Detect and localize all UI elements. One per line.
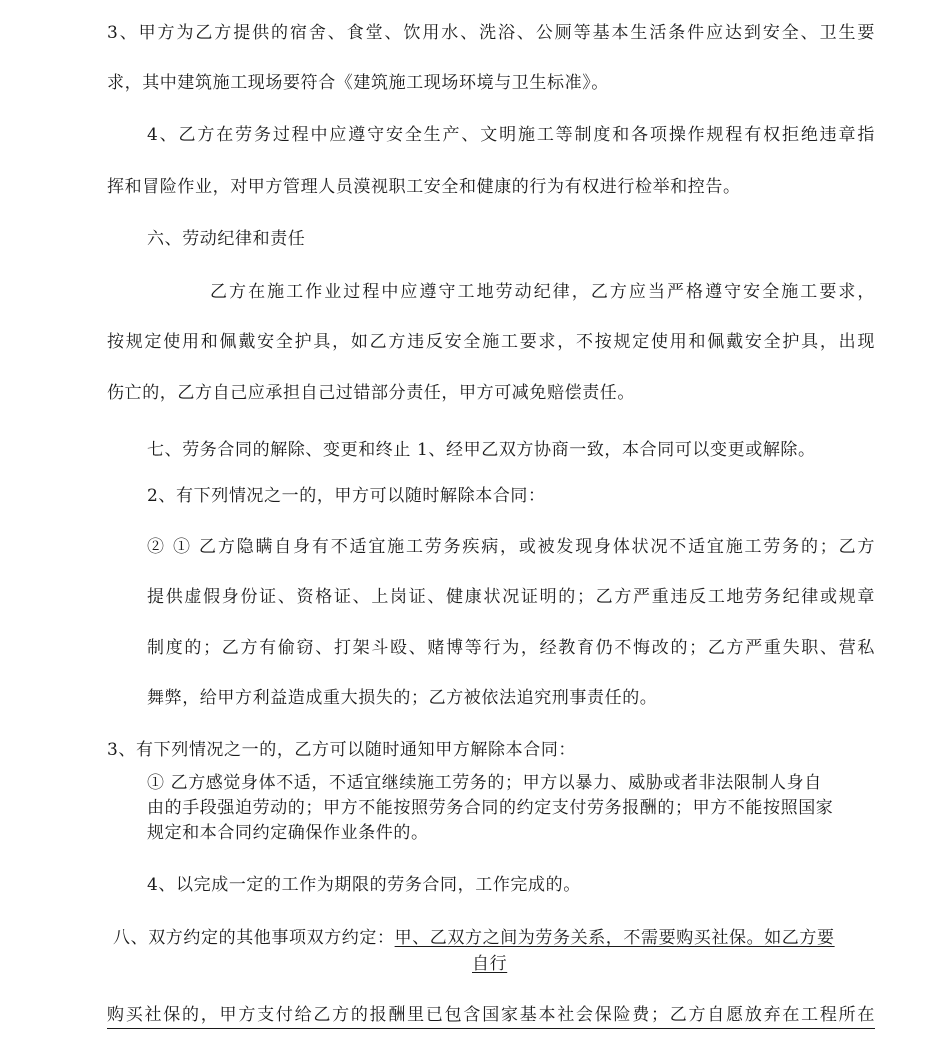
section-6-line-2: 按规定使用和佩戴安全护具，如乙方违反安全施工要求，不按规定使用和佩戴安全护具，出现 [107,332,875,352]
section-8-line-3: 购买社保的，甲方支付给乙方的报酬里已包含国家基本社会保险费；乙方自愿放弃在工程所在 [107,1005,875,1025]
paragraph-3-line-2: 求，其中建筑施工现场要符合《建筑施工现场环境与卫生标准》。 [107,73,609,93]
section-6-line-3: 伤亡的，乙方自己应承担自己过错部分责任，甲方可减免赔偿责任。 [107,383,635,403]
section-8-underlined-text: 甲、乙双方之间为劳务关系，不需要购买社保。如乙方要 [394,928,835,948]
section-7-item-2: 2、有下列情况之一的，甲方可以随时解除本合同： [147,486,546,506]
section-7-heading-line: 七、劳务合同的解除、变更和终止 1、经甲乙双方协商一致，本合同可以变更或解除。 [147,440,816,460]
section-7-item-2-detail-line-1: ② ① 乙方隐瞒自身有不适宜施工劳务疾病，或被发现身体状况不适宜施工劳务的；乙方 [147,537,875,557]
section-6-heading: 六、劳动纪律和责任 [147,229,306,249]
section-7-item-3-detail-line-1: ① 乙方感觉身体不适，不适宜继续施工劳务的；甲方以暴力、威胁或者非法限制人身自 [147,773,822,793]
section-8-prefix: 八、双方约定的其他事项双方约定： [113,928,395,948]
section-7-item-2-detail-line-3: 制度的；乙方有偷窃、打架斗殴、赌博等行为，经教育仍不悔改的；乙方严重失职、营私 [147,638,875,658]
section-7-item-4: 4、以完成一定的工作为期限的劳务合同，工作完成的。 [147,875,581,895]
section-6-line-1: 乙方在施工作业过程中应遵守工地劳动纪律，乙方应当严格遵守安全施工要求， [210,282,875,302]
paragraph-4-line-2: 挥和冒险作业，对甲方管理人员漠视职工安全和健康的行为有权进行检举和控告。 [107,177,741,197]
section-8-heading-line [113,927,835,949]
section-7-item-2-detail-line-4: 舞弊，给甲方利益造成重大损失的；乙方被依法追究刑事责任的。 [147,688,658,708]
section-7-item-3-detail-line-2: 由的手段强迫劳动的；甲方不能按照劳务合同的约定支付劳务报酬的；甲方不能按照国家 [147,798,834,818]
section-7-item-3-detail-line-3: 规定和本合同约定确保作业条件的。 [147,823,429,843]
section-8-line-2: 自行 [472,954,508,974]
section-7-item-2-detail-line-2: 提供虚假身份证、资格证、上岗证、健康状况证明的；乙方严重违反工地劳务纪律或规章 [147,587,875,607]
paragraph-3-line-1: 3、甲方为乙方提供的宿舍、食堂、饮用水、洗浴、公厕等基本生活条件应达到安全、卫生要 [107,23,875,43]
underline-rule [107,1028,875,1029]
paragraph-4-line-1: 4、乙方在劳务过程中应遵守安全生产、文明施工等制度和各项操作规程有权拒绝违章指 [147,125,875,145]
section-7-item-3: 3、有下列情况之一的，乙方可以随时通知甲方解除本合同： [107,740,577,760]
